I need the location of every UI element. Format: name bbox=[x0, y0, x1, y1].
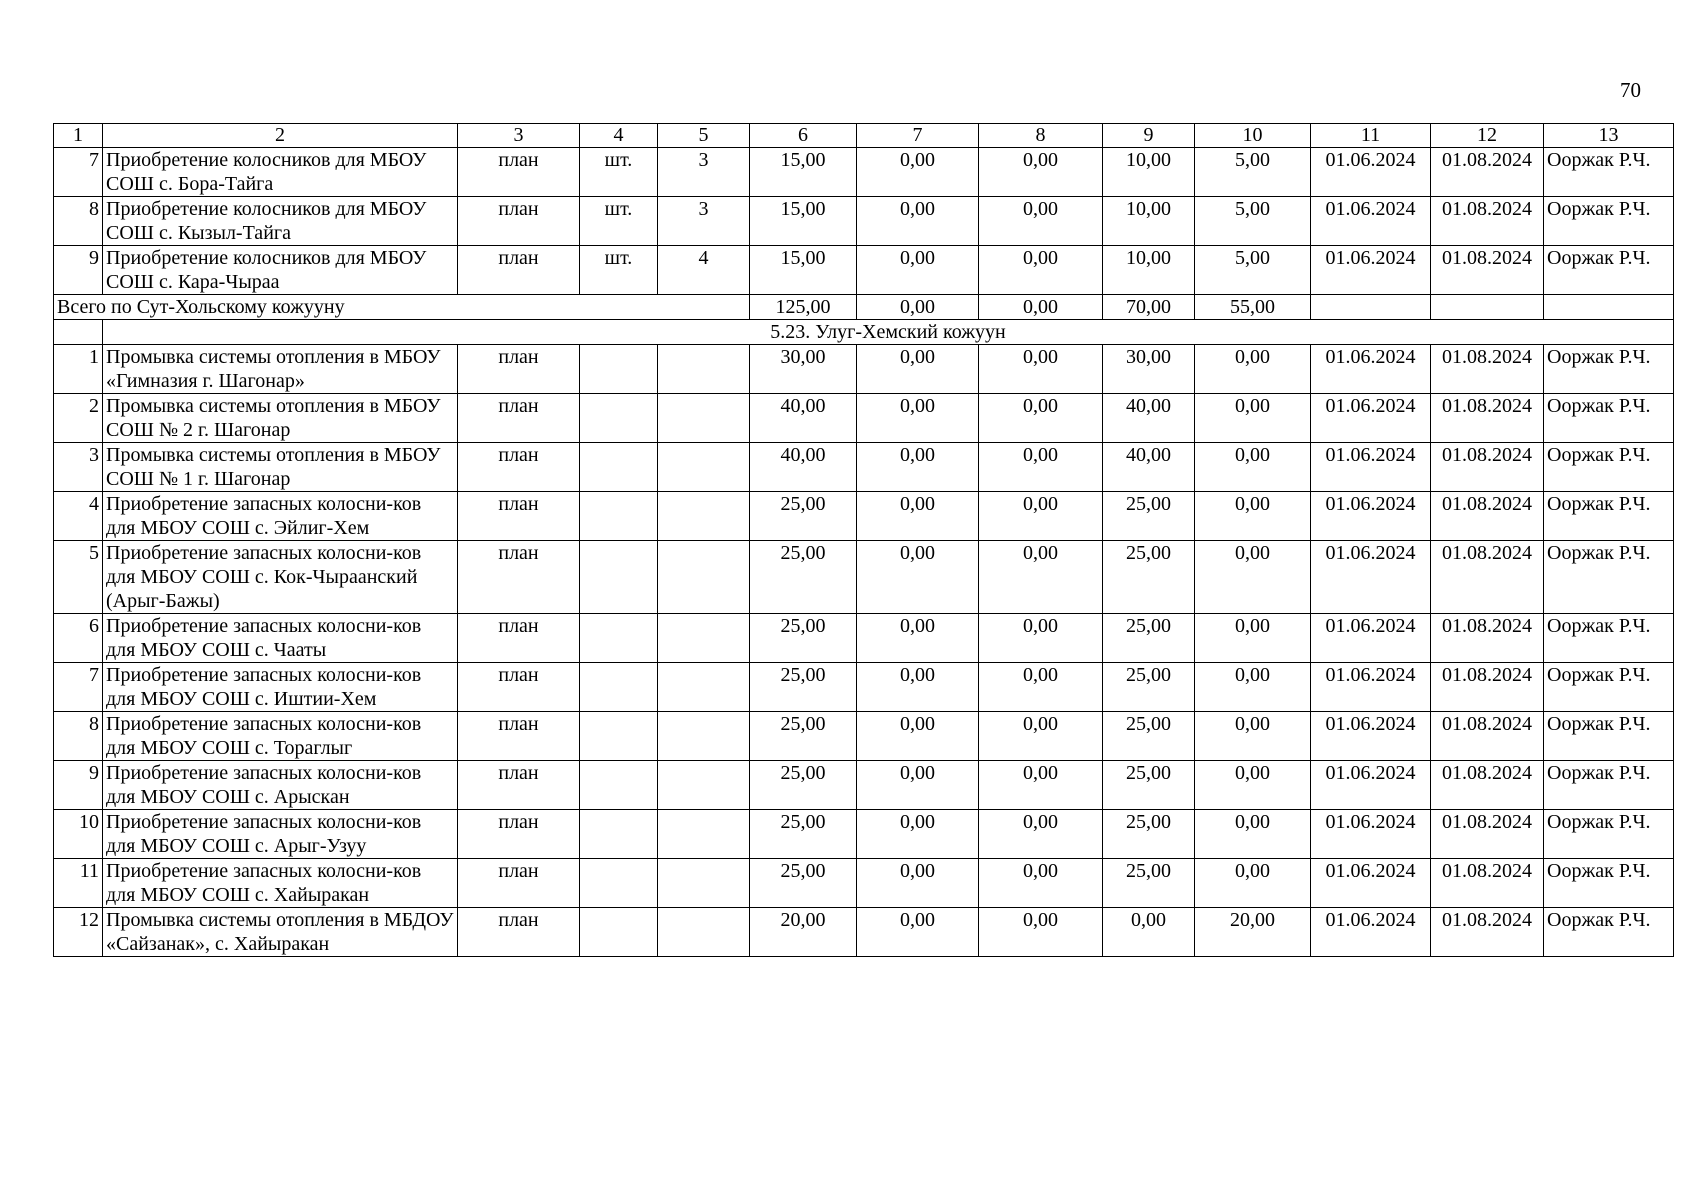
header-cell: 13 bbox=[1544, 124, 1674, 148]
row-fed-budget: 0,00 bbox=[857, 859, 979, 908]
row-responsible: Ооржак Р.Ч. bbox=[1544, 712, 1674, 761]
row-description: Приобретение запасных колосни-ков для МБОУ СОШ с. Эйлиг-Хем bbox=[103, 492, 458, 541]
row-other: 0,00 bbox=[1195, 394, 1311, 443]
row-start-date: 01.06.2024 bbox=[1311, 443, 1431, 492]
table-row bbox=[54, 148, 1674, 197]
row-local-budget: 25,00 bbox=[1103, 859, 1195, 908]
row-local-budget: 10,00 bbox=[1103, 246, 1195, 295]
row-quantity bbox=[658, 663, 750, 712]
row-number: 9 bbox=[54, 761, 103, 810]
row-number: 8 bbox=[54, 712, 103, 761]
row-unit bbox=[580, 394, 658, 443]
row-quantity: 3 bbox=[658, 148, 750, 197]
row-total: 30,00 bbox=[750, 345, 857, 394]
row-unit bbox=[580, 443, 658, 492]
row-responsible: Ооржак Р.Ч. bbox=[1544, 345, 1674, 394]
row-type: план bbox=[458, 908, 580, 957]
row-unit: шт. bbox=[580, 246, 658, 295]
row-unit bbox=[580, 663, 658, 712]
row-local-budget: 25,00 bbox=[1103, 663, 1195, 712]
row-description: Приобретение колосников для МБОУ СОШ с. Кара-Чыраа bbox=[103, 246, 458, 295]
row-reg-budget: 0,00 bbox=[979, 246, 1103, 295]
row-other: 0,00 bbox=[1195, 541, 1311, 614]
row-type: план bbox=[458, 394, 580, 443]
row-fed-budget: 0,00 bbox=[857, 614, 979, 663]
row-number: 1 bbox=[54, 345, 103, 394]
row-type: план bbox=[458, 663, 580, 712]
row-fed-budget: 0,00 bbox=[857, 246, 979, 295]
row-unit bbox=[580, 541, 658, 614]
row-start-date: 01.06.2024 bbox=[1311, 492, 1431, 541]
header-cell: 1 bbox=[54, 124, 103, 148]
row-type: план bbox=[458, 761, 580, 810]
total-empty bbox=[1431, 295, 1544, 320]
row-description: Приобретение запасных колосни-ков для МБОУ СОШ с. Арыскан bbox=[103, 761, 458, 810]
row-unit bbox=[580, 761, 658, 810]
row-number: 4 bbox=[54, 492, 103, 541]
row-responsible: Ооржак Р.Ч. bbox=[1544, 761, 1674, 810]
row-start-date: 01.06.2024 bbox=[1311, 394, 1431, 443]
row-responsible: Ооржак Р.Ч. bbox=[1544, 246, 1674, 295]
header-cell: 11 bbox=[1311, 124, 1431, 148]
row-local-budget: 25,00 bbox=[1103, 712, 1195, 761]
row-fed-budget: 0,00 bbox=[857, 541, 979, 614]
row-number: 11 bbox=[54, 859, 103, 908]
header-cell: 8 bbox=[979, 124, 1103, 148]
row-end-date: 01.08.2024 bbox=[1431, 761, 1544, 810]
row-quantity bbox=[658, 712, 750, 761]
row-number: 3 bbox=[54, 443, 103, 492]
row-type: план bbox=[458, 859, 580, 908]
header-cell: 4 bbox=[580, 124, 658, 148]
row-reg-budget: 0,00 bbox=[979, 148, 1103, 197]
row-end-date: 01.08.2024 bbox=[1431, 810, 1544, 859]
row-description: Приобретение запасных колосни-ков для МБОУ СОШ с. Чааты bbox=[103, 614, 458, 663]
row-end-date: 01.08.2024 bbox=[1431, 712, 1544, 761]
total-empty bbox=[1544, 295, 1674, 320]
row-description: Промывка системы отопления в МБОУ СОШ № 1 г. Шагонар bbox=[103, 443, 458, 492]
header-cell: 2 bbox=[103, 124, 458, 148]
row-other: 5,00 bbox=[1195, 148, 1311, 197]
total-empty bbox=[1311, 295, 1431, 320]
row-reg-budget: 0,00 bbox=[979, 394, 1103, 443]
row-other: 0,00 bbox=[1195, 712, 1311, 761]
row-unit bbox=[580, 492, 658, 541]
row-fed-budget: 0,00 bbox=[857, 712, 979, 761]
row-other: 0,00 bbox=[1195, 345, 1311, 394]
row-description: Промывка системы отопления в МБДОУ «Сайзанак», с. Хайыракан bbox=[103, 908, 458, 957]
row-unit: шт. bbox=[580, 148, 658, 197]
table-row bbox=[54, 492, 1674, 541]
row-type: план bbox=[458, 712, 580, 761]
row-description: Приобретение запасных колосни-ков для МБОУ СОШ с. Арыг-Узуу bbox=[103, 810, 458, 859]
row-start-date: 01.06.2024 bbox=[1311, 541, 1431, 614]
row-start-date: 01.06.2024 bbox=[1311, 246, 1431, 295]
row-reg-budget: 0,00 bbox=[979, 859, 1103, 908]
row-local-budget: 30,00 bbox=[1103, 345, 1195, 394]
row-number: 2 bbox=[54, 394, 103, 443]
table-row bbox=[54, 908, 1674, 957]
row-description: Промывка системы отопления в МБОУ СОШ № 2 г. Шагонар bbox=[103, 394, 458, 443]
row-unit bbox=[580, 345, 658, 394]
row-responsible: Ооржак Р.Ч. bbox=[1544, 541, 1674, 614]
table-body bbox=[54, 124, 1674, 957]
row-total: 25,00 bbox=[750, 614, 857, 663]
row-number: 10 bbox=[54, 810, 103, 859]
plan-table bbox=[53, 123, 1674, 957]
row-type: план bbox=[458, 246, 580, 295]
header-cell: 6 bbox=[750, 124, 857, 148]
row-other: 0,00 bbox=[1195, 859, 1311, 908]
row-end-date: 01.08.2024 bbox=[1431, 345, 1544, 394]
row-end-date: 01.08.2024 bbox=[1431, 246, 1544, 295]
header-cell: 12 bbox=[1431, 124, 1544, 148]
row-other: 0,00 bbox=[1195, 492, 1311, 541]
row-start-date: 01.06.2024 bbox=[1311, 148, 1431, 197]
table-row bbox=[54, 663, 1674, 712]
row-end-date: 01.08.2024 bbox=[1431, 663, 1544, 712]
row-start-date: 01.06.2024 bbox=[1311, 810, 1431, 859]
row-local-budget: 25,00 bbox=[1103, 761, 1195, 810]
table-row bbox=[54, 443, 1674, 492]
header-row bbox=[54, 124, 1674, 148]
row-reg-budget: 0,00 bbox=[979, 761, 1103, 810]
row-local-budget: 25,00 bbox=[1103, 492, 1195, 541]
row-fed-budget: 0,00 bbox=[857, 492, 979, 541]
row-total: 25,00 bbox=[750, 859, 857, 908]
row-end-date: 01.08.2024 bbox=[1431, 541, 1544, 614]
total-value: 0,00 bbox=[857, 295, 979, 320]
row-quantity bbox=[658, 492, 750, 541]
row-reg-budget: 0,00 bbox=[979, 614, 1103, 663]
row-total: 25,00 bbox=[750, 541, 857, 614]
row-other: 0,00 bbox=[1195, 614, 1311, 663]
row-description: Приобретение запасных колосни-ков для МБОУ СОШ с. Хайыракан bbox=[103, 859, 458, 908]
page-number: 70 bbox=[1620, 78, 1641, 102]
row-unit bbox=[580, 908, 658, 957]
row-local-budget: 25,00 bbox=[1103, 614, 1195, 663]
row-start-date: 01.06.2024 bbox=[1311, 761, 1431, 810]
row-responsible: Ооржак Р.Ч. bbox=[1544, 859, 1674, 908]
row-total: 25,00 bbox=[750, 810, 857, 859]
row-reg-budget: 0,00 bbox=[979, 197, 1103, 246]
row-type: план bbox=[458, 345, 580, 394]
row-number: 12 bbox=[54, 908, 103, 957]
table-row bbox=[54, 197, 1674, 246]
row-fed-budget: 0,00 bbox=[857, 345, 979, 394]
row-quantity bbox=[658, 761, 750, 810]
row-local-budget: 10,00 bbox=[1103, 197, 1195, 246]
table-row bbox=[54, 614, 1674, 663]
table-row bbox=[54, 859, 1674, 908]
table-row bbox=[54, 712, 1674, 761]
row-end-date: 01.08.2024 bbox=[1431, 908, 1544, 957]
total-row bbox=[54, 295, 1674, 320]
row-reg-budget: 0,00 bbox=[979, 492, 1103, 541]
row-reg-budget: 0,00 bbox=[979, 810, 1103, 859]
row-fed-budget: 0,00 bbox=[857, 761, 979, 810]
row-number: 7 bbox=[54, 663, 103, 712]
row-start-date: 01.06.2024 bbox=[1311, 197, 1431, 246]
row-description: Приобретение запасных колосни-ков для МБОУ СОШ с. Тораглыг bbox=[103, 712, 458, 761]
row-total: 25,00 bbox=[750, 761, 857, 810]
row-type: план bbox=[458, 492, 580, 541]
row-type: план bbox=[458, 810, 580, 859]
row-total: 40,00 bbox=[750, 443, 857, 492]
row-responsible: Ооржак Р.Ч. bbox=[1544, 908, 1674, 957]
row-other: 5,00 bbox=[1195, 246, 1311, 295]
row-end-date: 01.08.2024 bbox=[1431, 197, 1544, 246]
row-fed-budget: 0,00 bbox=[857, 197, 979, 246]
row-quantity bbox=[658, 908, 750, 957]
row-local-budget: 25,00 bbox=[1103, 541, 1195, 614]
row-start-date: 01.06.2024 bbox=[1311, 345, 1431, 394]
table-row bbox=[54, 394, 1674, 443]
row-description: Приобретение колосников для МБОУ СОШ с. Бора-Тайга bbox=[103, 148, 458, 197]
row-description: Приобретение колосников для МБОУ СОШ с. Кызыл-Тайга bbox=[103, 197, 458, 246]
row-other: 0,00 bbox=[1195, 761, 1311, 810]
row-quantity: 3 bbox=[658, 197, 750, 246]
row-end-date: 01.08.2024 bbox=[1431, 148, 1544, 197]
row-fed-budget: 0,00 bbox=[857, 663, 979, 712]
header-cell: 7 bbox=[857, 124, 979, 148]
row-end-date: 01.08.2024 bbox=[1431, 443, 1544, 492]
row-description: Приобретение запасных колосни-ков для МБОУ СОШ с. Кок-Чыраанский (Арыг-Бажы) bbox=[103, 541, 458, 614]
section-row bbox=[54, 320, 1674, 345]
section-empty bbox=[54, 320, 103, 345]
row-reg-budget: 0,00 bbox=[979, 712, 1103, 761]
row-total: 40,00 bbox=[750, 394, 857, 443]
row-unit: шт. bbox=[580, 197, 658, 246]
row-reg-budget: 0,00 bbox=[979, 345, 1103, 394]
row-responsible: Ооржак Р.Ч. bbox=[1544, 810, 1674, 859]
row-quantity bbox=[658, 394, 750, 443]
row-reg-budget: 0,00 bbox=[979, 908, 1103, 957]
row-fed-budget: 0,00 bbox=[857, 394, 979, 443]
row-fed-budget: 0,00 bbox=[857, 443, 979, 492]
total-value: 0,00 bbox=[979, 295, 1103, 320]
row-unit bbox=[580, 810, 658, 859]
row-reg-budget: 0,00 bbox=[979, 541, 1103, 614]
row-fed-budget: 0,00 bbox=[857, 810, 979, 859]
row-responsible: Ооржак Р.Ч. bbox=[1544, 197, 1674, 246]
row-other: 20,00 bbox=[1195, 908, 1311, 957]
row-quantity bbox=[658, 859, 750, 908]
row-number: 9 bbox=[54, 246, 103, 295]
header-cell: 9 bbox=[1103, 124, 1195, 148]
row-local-budget: 40,00 bbox=[1103, 443, 1195, 492]
header-cell: 5 bbox=[658, 124, 750, 148]
row-number: 5 bbox=[54, 541, 103, 614]
row-number: 8 bbox=[54, 197, 103, 246]
header-cell: 10 bbox=[1195, 124, 1311, 148]
row-unit bbox=[580, 712, 658, 761]
row-number: 6 bbox=[54, 614, 103, 663]
row-responsible: Ооржак Р.Ч. bbox=[1544, 148, 1674, 197]
row-type: план bbox=[458, 148, 580, 197]
row-quantity bbox=[658, 810, 750, 859]
row-end-date: 01.08.2024 bbox=[1431, 614, 1544, 663]
row-local-budget: 40,00 bbox=[1103, 394, 1195, 443]
row-start-date: 01.06.2024 bbox=[1311, 712, 1431, 761]
row-total: 15,00 bbox=[750, 246, 857, 295]
row-reg-budget: 0,00 bbox=[979, 443, 1103, 492]
row-quantity bbox=[658, 345, 750, 394]
total-value: 125,00 bbox=[750, 295, 857, 320]
row-quantity bbox=[658, 443, 750, 492]
row-description: Промывка системы отопления в МБОУ «Гимназия г. Шагонар» bbox=[103, 345, 458, 394]
row-fed-budget: 0,00 bbox=[857, 908, 979, 957]
row-type: план bbox=[458, 197, 580, 246]
row-total: 15,00 bbox=[750, 197, 857, 246]
row-quantity bbox=[658, 541, 750, 614]
row-fed-budget: 0,00 bbox=[857, 148, 979, 197]
table-row bbox=[54, 345, 1674, 394]
row-other: 0,00 bbox=[1195, 443, 1311, 492]
row-other: 0,00 bbox=[1195, 663, 1311, 712]
row-number: 7 bbox=[54, 148, 103, 197]
row-unit bbox=[580, 614, 658, 663]
total-value: 55,00 bbox=[1195, 295, 1311, 320]
row-reg-budget: 0,00 bbox=[979, 663, 1103, 712]
row-start-date: 01.06.2024 bbox=[1311, 859, 1431, 908]
table-row bbox=[54, 246, 1674, 295]
row-quantity bbox=[658, 614, 750, 663]
table-row bbox=[54, 810, 1674, 859]
row-responsible: Ооржак Р.Ч. bbox=[1544, 614, 1674, 663]
header-cell: 3 bbox=[458, 124, 580, 148]
row-total: 15,00 bbox=[750, 148, 857, 197]
row-quantity: 4 bbox=[658, 246, 750, 295]
section-title: 5.23. Улуг-Хемский кожуун bbox=[103, 320, 1674, 345]
row-start-date: 01.06.2024 bbox=[1311, 908, 1431, 957]
row-start-date: 01.06.2024 bbox=[1311, 614, 1431, 663]
row-end-date: 01.08.2024 bbox=[1431, 859, 1544, 908]
row-responsible: Ооржак Р.Ч. bbox=[1544, 663, 1674, 712]
row-responsible: Ооржак Р.Ч. bbox=[1544, 492, 1674, 541]
row-start-date: 01.06.2024 bbox=[1311, 663, 1431, 712]
row-local-budget: 25,00 bbox=[1103, 810, 1195, 859]
table-row bbox=[54, 761, 1674, 810]
total-label: Всего по Сут-Хольскому кожууну bbox=[54, 295, 750, 320]
row-total: 20,00 bbox=[750, 908, 857, 957]
row-total: 25,00 bbox=[750, 712, 857, 761]
row-description: Приобретение запасных колосни-ков для МБОУ СОШ с. Иштии-Хем bbox=[103, 663, 458, 712]
row-responsible: Ооржак Р.Ч. bbox=[1544, 394, 1674, 443]
total-value: 70,00 bbox=[1103, 295, 1195, 320]
row-unit bbox=[580, 859, 658, 908]
row-type: план bbox=[458, 541, 580, 614]
row-type: план bbox=[458, 614, 580, 663]
row-type: план bbox=[458, 443, 580, 492]
table-row bbox=[54, 541, 1674, 614]
row-other: 0,00 bbox=[1195, 810, 1311, 859]
row-local-budget: 10,00 bbox=[1103, 148, 1195, 197]
row-total: 25,00 bbox=[750, 492, 857, 541]
row-end-date: 01.08.2024 bbox=[1431, 394, 1544, 443]
row-total: 25,00 bbox=[750, 663, 857, 712]
row-end-date: 01.08.2024 bbox=[1431, 492, 1544, 541]
row-responsible: Ооржак Р.Ч. bbox=[1544, 443, 1674, 492]
row-local-budget: 0,00 bbox=[1103, 908, 1195, 957]
row-other: 5,00 bbox=[1195, 197, 1311, 246]
